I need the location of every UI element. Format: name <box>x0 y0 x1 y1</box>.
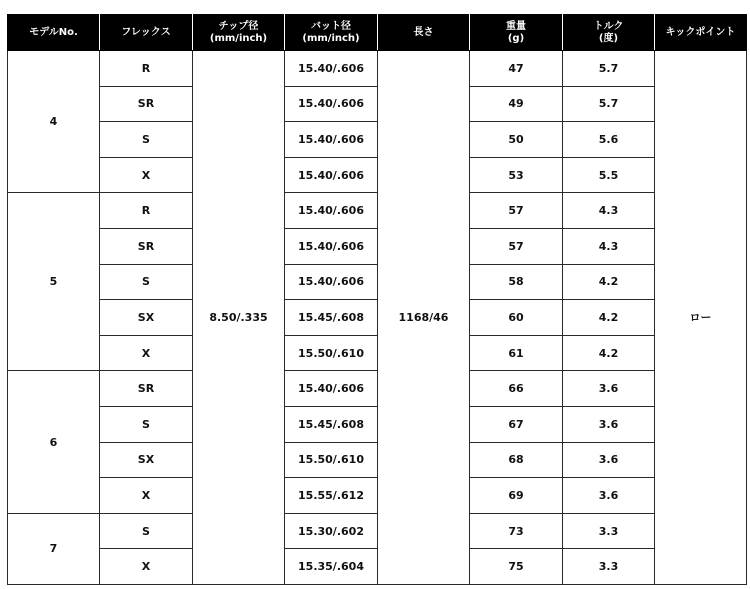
torque-cell: 3.3 <box>563 549 655 585</box>
header-tip-diameter: チップ径 (mm/inch) <box>193 15 285 51</box>
weight-cell: 57 <box>470 193 563 229</box>
weight-cell: 66 <box>470 371 563 407</box>
model-number-cell: 7 <box>8 513 100 584</box>
flex-cell: SR <box>100 86 193 122</box>
header-model: モデルNo. <box>8 15 100 51</box>
weight-cell: 47 <box>470 51 563 87</box>
tip-diameter-cell: 8.50/.335 <box>193 51 285 585</box>
table-row <box>8 264 747 300</box>
torque-cell: 4.2 <box>563 264 655 300</box>
butt-diameter-cell: 15.45/.608 <box>285 300 378 336</box>
torque-cell: 3.6 <box>563 371 655 407</box>
flex-cell: S <box>100 264 193 300</box>
flex-cell: SX <box>100 300 193 336</box>
model-number-cell: 4 <box>8 51 100 193</box>
flex-cell: X <box>100 478 193 514</box>
header-flex: フレックス <box>100 15 193 51</box>
flex-cell: S <box>100 122 193 158</box>
butt-diameter-cell: 15.55/.612 <box>285 478 378 514</box>
shaft-spec-table <box>7 14 747 585</box>
table-row <box>8 442 747 478</box>
table-row <box>8 157 747 193</box>
header-torque: トルク (度) <box>563 15 655 51</box>
torque-cell: 3.3 <box>563 513 655 549</box>
butt-diameter-cell: 15.40/.606 <box>285 228 378 264</box>
weight-cell: 69 <box>470 478 563 514</box>
flex-cell: SR <box>100 371 193 407</box>
kick-point-cell: ロー <box>655 51 747 585</box>
torque-cell: 3.6 <box>563 406 655 442</box>
torque-cell: 5.6 <box>563 122 655 158</box>
table-row <box>8 228 747 264</box>
header-kick-point: キックポイント <box>655 15 747 51</box>
torque-cell: 4.3 <box>563 228 655 264</box>
flex-cell: SR <box>100 228 193 264</box>
flex-cell: S <box>100 406 193 442</box>
butt-diameter-cell: 15.40/.606 <box>285 122 378 158</box>
weight-cell: 50 <box>470 122 563 158</box>
header-length: 長さ <box>378 15 470 51</box>
table-row <box>8 513 747 549</box>
flex-cell: R <box>100 51 193 87</box>
butt-diameter-cell: 15.40/.606 <box>285 264 378 300</box>
torque-cell: 3.6 <box>563 478 655 514</box>
torque-cell: 4.2 <box>563 335 655 371</box>
flex-cell: R <box>100 193 193 229</box>
table-row <box>8 335 747 371</box>
table-row <box>8 51 747 87</box>
flex-cell: X <box>100 549 193 585</box>
butt-diameter-cell: 15.35/.604 <box>285 549 378 585</box>
table-row <box>8 406 747 442</box>
table-row <box>8 193 747 229</box>
torque-cell: 3.6 <box>563 442 655 478</box>
flex-cell: SX <box>100 442 193 478</box>
model-number-cell: 6 <box>8 371 100 513</box>
butt-diameter-cell: 15.40/.606 <box>285 86 378 122</box>
header-butt-diameter: バット径 (mm/inch) <box>285 15 378 51</box>
weight-cell: 53 <box>470 157 563 193</box>
weight-cell: 58 <box>470 264 563 300</box>
flex-cell: X <box>100 157 193 193</box>
butt-diameter-cell: 15.40/.606 <box>285 157 378 193</box>
butt-diameter-cell: 15.40/.606 <box>285 193 378 229</box>
flex-cell: S <box>100 513 193 549</box>
flex-cell: X <box>100 335 193 371</box>
torque-cell: 4.3 <box>563 193 655 229</box>
torque-cell: 5.5 <box>563 157 655 193</box>
table-row <box>8 371 747 407</box>
table-row <box>8 122 747 158</box>
weight-cell: 57 <box>470 228 563 264</box>
weight-cell: 73 <box>470 513 563 549</box>
weight-cell: 75 <box>470 549 563 585</box>
torque-cell: 5.7 <box>563 86 655 122</box>
weight-cell: 61 <box>470 335 563 371</box>
butt-diameter-cell: 15.40/.606 <box>285 371 378 407</box>
torque-cell: 4.2 <box>563 300 655 336</box>
header-weight: 重量 (g) <box>470 15 563 51</box>
butt-diameter-cell: 15.30/.602 <box>285 513 378 549</box>
table-row <box>8 86 747 122</box>
model-number-cell: 5 <box>8 193 100 371</box>
header-row <box>8 15 747 51</box>
table-row <box>8 478 747 514</box>
weight-cell: 68 <box>470 442 563 478</box>
table-row <box>8 549 747 585</box>
length-cell: 1168/46 <box>378 51 470 585</box>
weight-cell: 49 <box>470 86 563 122</box>
weight-cell: 67 <box>470 406 563 442</box>
spec-table-body <box>8 51 747 585</box>
torque-cell: 5.7 <box>563 51 655 87</box>
butt-diameter-cell: 15.45/.608 <box>285 406 378 442</box>
weight-cell: 60 <box>470 300 563 336</box>
spec-table-container <box>7 14 746 585</box>
butt-diameter-cell: 15.50/.610 <box>285 442 378 478</box>
butt-diameter-cell: 15.50/.610 <box>285 335 378 371</box>
table-row <box>8 300 747 336</box>
butt-diameter-cell: 15.40/.606 <box>285 51 378 87</box>
